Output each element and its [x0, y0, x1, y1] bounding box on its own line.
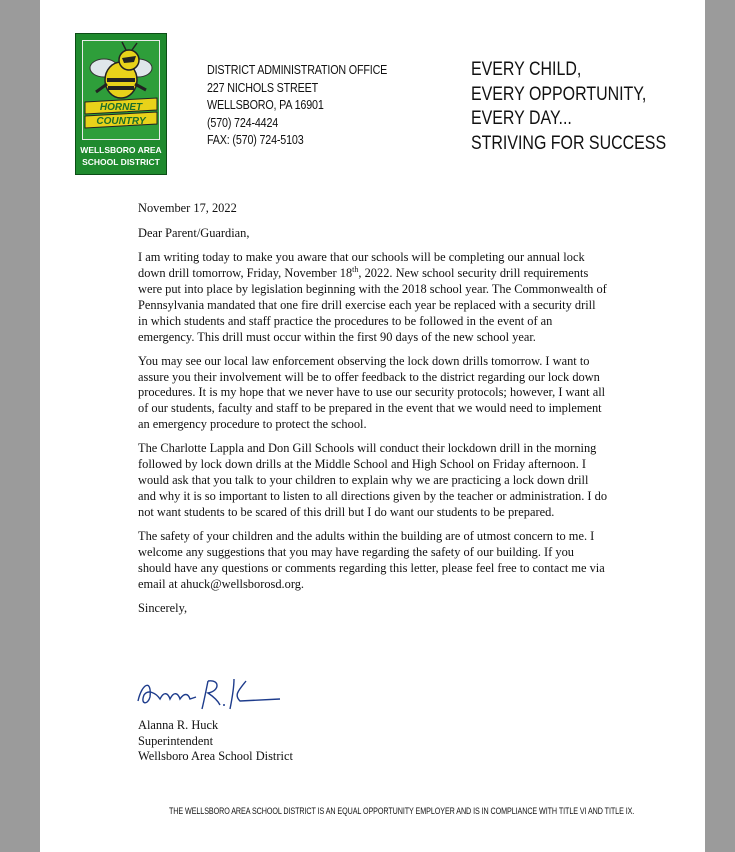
- letter-page: [40, 0, 705, 852]
- letter-date: November 17, 2022: [138, 201, 237, 215]
- paragraph-safety-contact: The safety of your children and the adults within the building are of utmost concern to me. I welcome any suggestions that you may have regarding the safety of our building. If you should have any questions or comments regarding this letter, please feel free to contact me via email at ahuck@wellsborosd.org.: [138, 529, 605, 591]
- logo-text-country: COUNTRY: [96, 116, 146, 127]
- slogan-line: EVERY DAY...: [471, 108, 572, 129]
- signer-title: Superintendent: [138, 733, 214, 748]
- office-street: 227 NICHOLS STREET: [207, 80, 319, 95]
- district-logo: [75, 33, 167, 175]
- date-ordinal-suffix: th: [352, 264, 359, 274]
- paragraph-text: , 2022. New school security drill requirements were put into place by legislation beginning with the 2018 school year. The Commonwealth of Pennsylvania mandated that one fire drill exercise each year be replaced with a security drill in which students and staff practice the procedures to be followed in the event of an emergency. This drill must occur within the first 90 days of the new school year.: [138, 265, 607, 344]
- district-slogan: [471, 58, 666, 156]
- slogan-line: STRIVING FOR SUCCESS: [471, 132, 667, 154]
- signer-organization: Wellsboro Area School District: [138, 749, 293, 763]
- office-phone: (570) 724-4424: [207, 115, 279, 130]
- paragraph-law-enforcement: You may see our local law enforcement observing the lock down drills tomorrow. I want to assure you their involvement will be to offer feedback to the district regarding our lock down procedures. It is my hope that we never have to use our security protocols; however, I want all of our students, faculty and staff to be prepared in the event that we would need to implement an emergency procedure to protect the school.: [138, 353, 606, 432]
- salutation: Dear Parent/Guardian,: [138, 225, 250, 240]
- slogan-line: EVERY CHILD,: [471, 59, 582, 80]
- office-name: DISTRICT ADMINISTRATION OFFICE: [207, 63, 388, 77]
- logo-text-hornet: HORNET: [99, 102, 143, 113]
- hornet-mascot-icon: [82, 40, 160, 140]
- handwritten-signature: [134, 671, 284, 713]
- equal-opportunity-footer: THE WELLSBORO AREA SCHOOL DISTRICT IS AN EQUAL OPPORTUNITY EMPLOYER AND IS IN COMPLIANCE WITH TITLE VI AND TITLE IX.: [169, 806, 635, 816]
- signer-block: [138, 718, 293, 765]
- signer-name: Alanna R. Huck: [138, 718, 219, 732]
- paragraph-text: I am writing today to make you aware that our schools will be completing our annual lock down drill tomorrow, Friday, November 18: [138, 250, 585, 280]
- letter-body: [138, 201, 608, 625]
- closing: Sincerely,: [138, 600, 188, 615]
- office-address-block: [207, 62, 387, 150]
- paragraph-schedule: The Charlotte Lappla and Don Gill Schools will conduct their lockdown drill in the morning followed by lock down drills at the Middle School and High School on Friday afternoon. I would ask that you talk to your children to explain why we are practicing a lock down drill and why it is so important to listen to all directions given by the teacher or administration. I do not want students to be scared of this drill but I do want our students to be prepared.: [138, 441, 608, 519]
- office-fax: FAX: (570) 724-5103: [207, 133, 304, 148]
- office-city: WELLSBORO, PA 16901: [207, 98, 324, 113]
- paragraph-drill-announcement: [138, 250, 608, 345]
- slogan-line: EVERY OPPORTUNITY,: [471, 83, 647, 105]
- logo-district-name: WELLSBORO AREA SCHOOL DISTRICT: [80, 145, 162, 167]
